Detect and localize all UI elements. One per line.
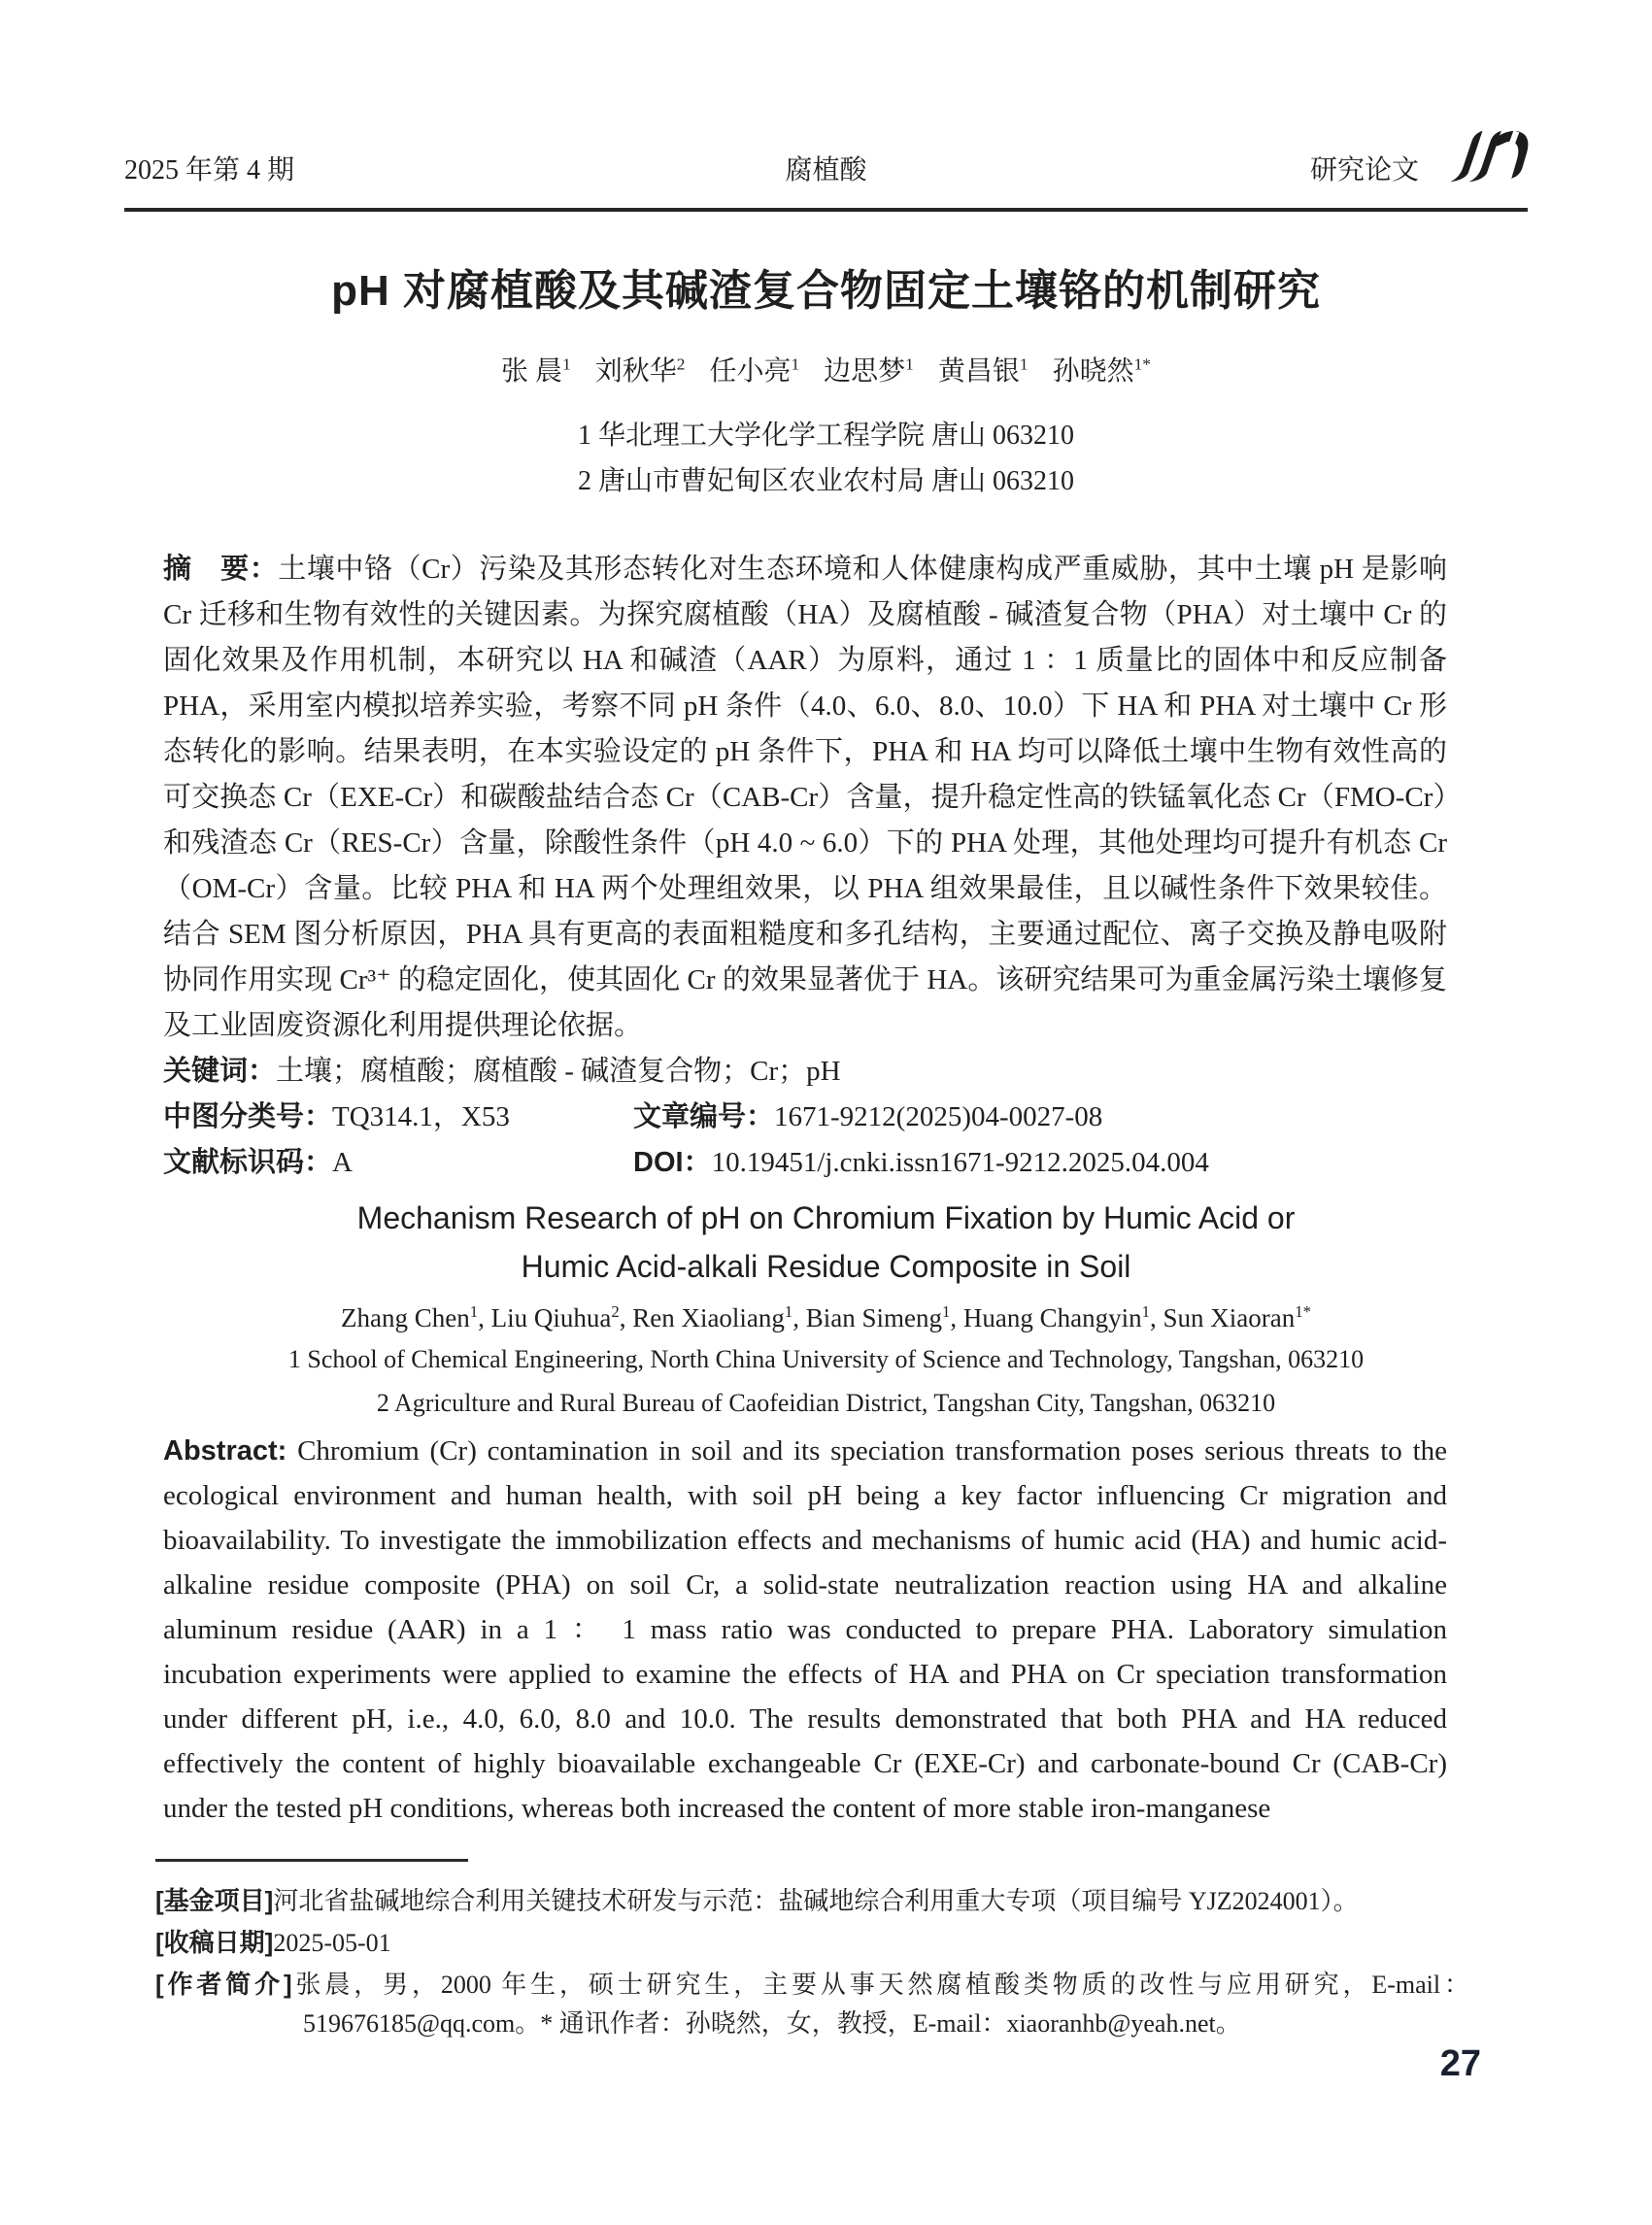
author-affil-sup: 2 — [676, 354, 686, 374]
author-affil-sup: 1 — [784, 1301, 793, 1321]
header-journal-name: 腐植酸 — [785, 155, 867, 185]
clc-cell — [163, 1095, 633, 1140]
author-en — [963, 1303, 1163, 1332]
affiliations-en — [124, 1337, 1528, 1425]
author-name: Sun Xiaoran — [1163, 1302, 1296, 1332]
author-affil-sup: 2 — [611, 1301, 620, 1321]
title-en-line: Mechanism Research of pH on Chromium Fixation by Humic Acid or — [356, 1199, 1296, 1235]
abstract-text-en: Chromium (Cr) contamination in soil and its speciation transformation poses serious threats to the ecological environment and human health, with soil pH being a key factor influencing Cr migration and bioavailability. To investigate the immobilization effects and mechanisms of humic acid (HA) and humic acid-alkaline residue composite (PHA) on soil Cr, a solid-state neutralization reaction using HA and alkaline aluminum residue (AAR) in a 1 ： 1 mass ratio was conducted to prepare PHA. Laboratory simulation incubation experiments were applied to examine the effects of HA and PHA on Cr speciation transformation under different pH, i.e., 4.0, 6.0, 8.0 and 10.0. The results demonstrated that both PHA and HA reduced effectively the content of highly bioavailable exchangeable Cr (EXE-Cr) and carbonate-bound Cr (CAB-Cr) under the tested pH conditions, whereas both increased the content of more stable iron-manganese — [163, 1434, 1447, 1824]
abstract-cn — [163, 547, 1447, 1049]
author-affil-sup: 1 — [562, 354, 571, 374]
author-cn — [1053, 356, 1151, 387]
author-cn — [824, 356, 914, 387]
author-affil-sup: 1 — [1141, 1301, 1151, 1321]
doc-code-value: A — [332, 1146, 353, 1178]
author-name: Liu Qiuhua — [490, 1302, 612, 1332]
article-no-value: 1671-9212(2025)04-0027-08 — [774, 1100, 1103, 1132]
author-name: Bian Simeng — [805, 1302, 943, 1332]
affiliation-line: 2 Agriculture and Rural Bureau of Caofeidian District, Tangshan City, Tangshan, 063210 — [376, 1388, 1276, 1417]
affiliation-line: 1 School of Chemical Engineering, North China University of Science and Technology, Tangshan, 063210 — [287, 1344, 1365, 1373]
clc-label: 中图分类号： — [163, 1100, 333, 1132]
author-affil-sup: 1* — [1133, 354, 1151, 374]
author-en — [341, 1303, 491, 1332]
author-name: 黄昌银 — [937, 355, 1020, 387]
author-name: 刘秋华 — [594, 355, 677, 387]
abstract-block-cn — [163, 547, 1447, 1186]
author-separator: , — [1150, 1302, 1163, 1332]
article-no-label: 文章编号： — [633, 1100, 775, 1132]
author-affil-sup: 1* — [1295, 1301, 1311, 1321]
abstract-en — [163, 1429, 1447, 1831]
running-header — [124, 153, 1528, 188]
clc-value: TQ314.1，X53 — [332, 1100, 510, 1132]
page-content — [0, 153, 1652, 2043]
keywords-cn — [163, 1049, 1447, 1095]
author-name: Zhang Chen — [340, 1302, 470, 1332]
affiliation-line: 1 华北理工大学化学工程学院 唐山 063210 — [577, 420, 1074, 451]
footnote-received — [155, 1923, 1469, 1963]
title-en-line: Humic Acid-alkali Residue Composite in Soil — [521, 1248, 1131, 1284]
author-affil-sup: 1 — [1019, 354, 1028, 374]
article-no-cell — [633, 1095, 1102, 1140]
footnote-label: [基金项目] — [155, 1885, 274, 1915]
page-title: pH 对腐植酸及其碱渣复合物固定土壤铬的机制研究 — [331, 267, 1321, 315]
affiliation-line: 2 唐山市曹妃甸区农业农村局 唐山 063210 — [577, 465, 1074, 496]
footnote-label: [收稿日期] — [155, 1927, 274, 1957]
author-name: 边思梦 — [824, 355, 906, 387]
author-affil-sup: 1 — [942, 1301, 951, 1321]
affiliations-cn — [124, 413, 1528, 504]
author-name: 孙晓然 — [1052, 355, 1134, 387]
abstract-text-cn: 土壤中铬（Cr）污染及其形态转化对生态环境和人体健康构成严重威胁，其中土壤 pH 是影响 Cr 迁移和生物有效性的关键因素。为探究腐植酸（HA）及腐植酸 - 碱渣复合物（PHA）对土壤中 Cr 的固化效果及作用机制，本研究以 HA 和碱渣（AAR）为原料，通过 1 ：1 质量比的固体中和反应制备 PHA，采用室内模拟培养实验，考察不同 pH 条件（4.0、6.0、8.0、10.0）下 HA 和 PHA 对土壤中 Cr 形态转化的影响。结果表明，在本实验设定的 pH 条件下，PHA 和 HA 均可以降低土壤中生物有效性高的可交换态 Cr（EXE-Cr）和碳酸盐结合态 Cr（CAB-Cr）含量，提升稳定性高的铁锰氧化态 Cr（FMO-Cr）和残渣态 Cr（RES-Cr）含量，除酸性条件（pH 4.0 ~ 6.0）下的 PHA 处理，其他处理均可提升有机态 Cr（OM-Cr）含量。比较 PHA 和 HA 两个处理组效果，以 PHA 组效果最佳，且以碱性条件下效果较佳。结合 SEM 图分析原因，PHA 具有更高的表面粗糙度和多孔结构，主要通过配位、离子交换及静电吸附协同作用实现 Cr³⁺ 的稳定固化，使其固化 Cr 的效果显著优于 HA。该研究结果可为重金属污染土壤修复及工业固废资源化利用提供理论依据。 — [163, 553, 1447, 1041]
author-en — [806, 1303, 963, 1332]
author-affil-sup: 1 — [791, 354, 800, 374]
author-separator: , — [950, 1302, 963, 1332]
author-cn — [938, 356, 1028, 387]
header-rule — [124, 208, 1528, 212]
meta-row-clc — [163, 1095, 1447, 1140]
header-issue: 2025 年第 4 期 — [124, 155, 295, 185]
authors-cn — [124, 347, 1528, 388]
journal-logo-icon — [1438, 129, 1534, 184]
author-cn — [595, 356, 686, 387]
author-en — [1163, 1303, 1311, 1332]
author-separator: , — [619, 1302, 633, 1332]
footnote-rule — [155, 1859, 468, 1862]
keywords-text: 土壤；腐植酸；腐植酸 - 碱渣复合物；Cr；pH — [276, 1055, 841, 1087]
header-section-label: 研究论文 — [1309, 155, 1419, 185]
abstract-label-en: Abstract: — [163, 1434, 287, 1466]
author-name: Huang Changyin — [962, 1302, 1142, 1332]
author-cn — [709, 356, 799, 387]
author-name: Ren Xiaoliang — [632, 1302, 785, 1332]
doi-value: 10.19451/j.cnki.issn1671-9212.2025.04.004 — [711, 1146, 1209, 1178]
meta-row-doc — [163, 1140, 1447, 1186]
author-name: 张 晨 — [501, 355, 563, 387]
author-affil-sup: 1 — [905, 354, 914, 374]
page-number: 27 — [1439, 2043, 1481, 2084]
footnote-text: 河北省盐碱地综合利用关键技术研发与示范：盐碱地综合利用重大专项（项目编号 YJZ2024001）。 — [273, 1886, 1359, 1915]
doc-code-label: 文献标识码： — [163, 1146, 333, 1178]
footnote-text: 2025-05-01 — [273, 1928, 391, 1957]
footnotes — [155, 1881, 1469, 2043]
author-name: 任小亮 — [709, 355, 792, 387]
keywords-label: 关键词： — [163, 1055, 277, 1087]
author-separator: , — [792, 1302, 806, 1332]
footnote-bio — [155, 1965, 1469, 2043]
author-separator: , — [478, 1302, 491, 1332]
author-affil-sup: 1 — [469, 1301, 479, 1321]
footnote-label: [作者简介] — [155, 1969, 292, 1999]
footnote-fund — [155, 1881, 1469, 1921]
doi-label: DOI： — [633, 1146, 712, 1178]
abstract-label-cn: 摘 要： — [163, 553, 279, 585]
author-cn — [501, 356, 571, 387]
author-en — [491, 1303, 633, 1332]
footnote-text: 张晨，男，2000 年生，硕士研究生，主要从事天然腐植酸类物质的改性与应用研究，E-mail：519676185@qq.com。* 通讯作者：孙晓然，女，教授，E-mail：xiaoranhb@yeah.net。 — [291, 1970, 1469, 2038]
doc-code-cell — [163, 1140, 633, 1186]
paper-title-en — [124, 1194, 1528, 1291]
doi-cell — [633, 1140, 1209, 1186]
author-en — [632, 1303, 806, 1332]
authors-en — [124, 1293, 1528, 1337]
